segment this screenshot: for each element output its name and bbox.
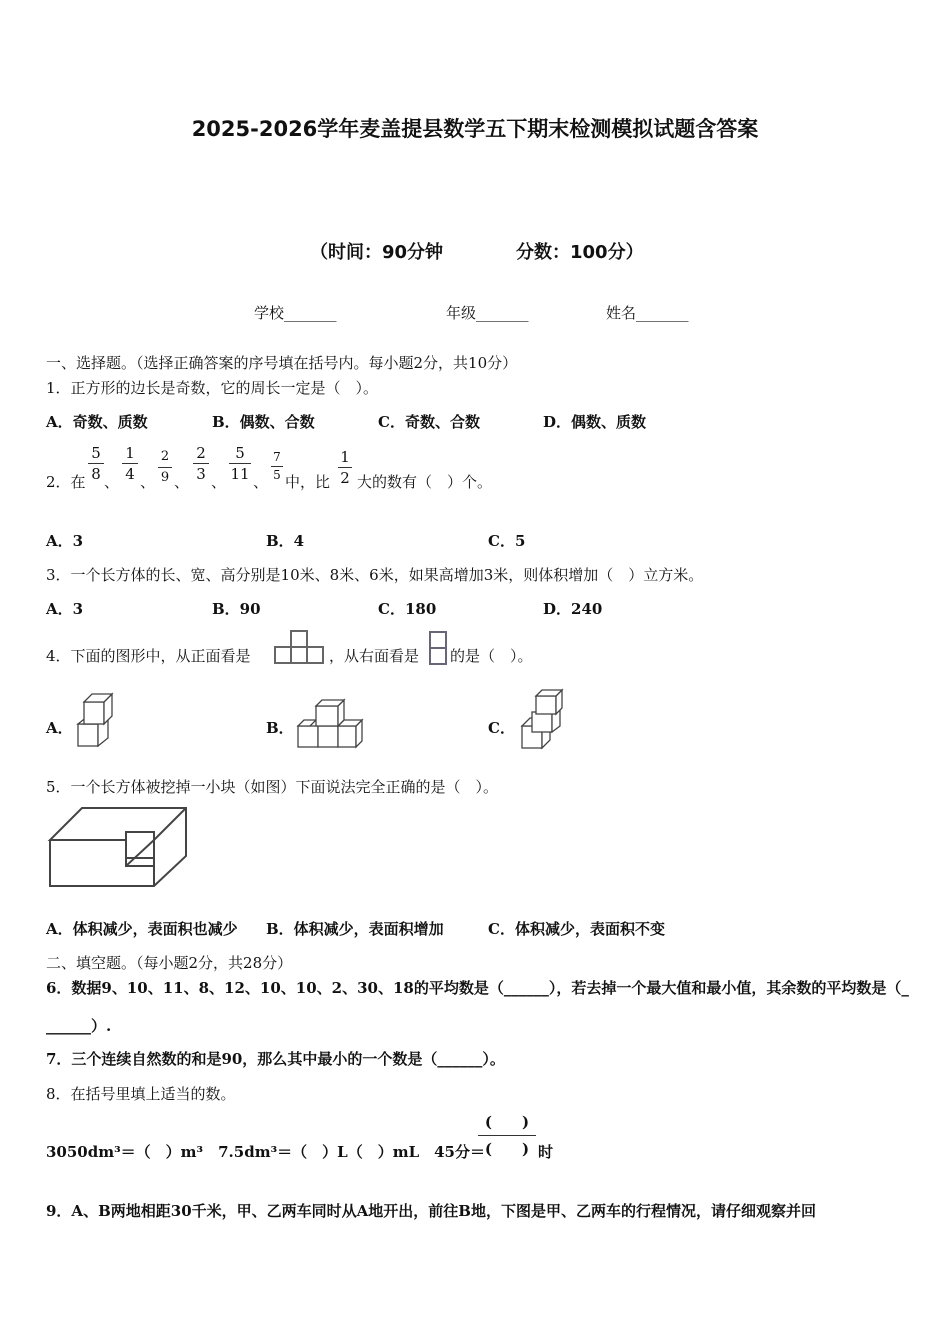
question-4-part-3: 的是（ ）。 — [450, 647, 533, 665]
q4-option-c-figure — [520, 688, 564, 752]
time-label: （时间：90分钟 — [310, 242, 444, 263]
score-label: 分数：100分） — [516, 242, 644, 263]
q4-option-a: A． — [46, 719, 73, 737]
q5-option-b: B．体积减少，表面积增加 — [266, 920, 444, 938]
q2-fraction-2: 1 4 — [122, 444, 138, 483]
page-title: 2025-2026学年麦盖提县数学五下期末检测模拟试题含答案 — [191, 117, 759, 141]
question-6-line-2: ______）. — [46, 1017, 112, 1035]
q2-option-b: B．4 — [266, 532, 305, 550]
question-1: 1．正方形的边长是奇数，它的周长一定是（ ）。 — [46, 379, 379, 397]
q2-option-c: C．5 — [488, 532, 526, 550]
q5-option-c: C．体积减少，表面积不变 — [488, 920, 665, 938]
q2-option-a: A．3 — [46, 532, 84, 550]
q1-option-b: B．偶数、合数 — [212, 413, 315, 431]
q2-fraction-1: 5 8 — [88, 444, 104, 483]
section-2-heading: 二、填空题。（每小题2分，共28分） — [46, 954, 293, 972]
q3-option-c: C．180 — [378, 600, 437, 618]
q1-option-c: C．奇数、合数 — [378, 413, 480, 431]
question-3: 3．一个长方体的长、宽、高分别是10米、8米、6米，如果高增加3米，则体积增加（ ）立方米。 — [46, 566, 704, 584]
question-4-part-2: ，从右面看是 — [329, 647, 420, 665]
question-7: 7．三个连续自然数的和是90，那么其中最小的一个数是（______）。 — [46, 1050, 505, 1068]
q4-option-b-figure — [296, 700, 364, 750]
q2-reference-fraction: 1 2 — [338, 448, 352, 487]
q2-suffix: 大的数有（ ）个。 — [357, 473, 493, 491]
q3-option-a: A．3 — [46, 600, 84, 618]
q3-option-b: B．90 — [212, 600, 261, 618]
q2-fraction-5: 5 11 — [230, 444, 250, 483]
question-6-line-1: 6．数据9、10、11、8、12、10、10、2、30、18的平均数是（______），若去掉一个最大值和最小值，其余数的平均数是（_ — [46, 979, 909, 997]
name-field: 姓名_______ — [606, 304, 689, 322]
grade-field: 年级_______ — [446, 304, 529, 322]
q8-unit: 时 — [538, 1143, 554, 1161]
question-8: 8．在括号里填上适当的数。 — [46, 1085, 236, 1103]
cuboid-cut-figure — [48, 806, 188, 888]
question-9: 9．A、B两地相距30千米，甲、乙两车同时从A地开出，前往B地，下图是甲、乙两车的行程情况，请仔细观察并回 — [46, 1202, 816, 1220]
q2-fraction-4: 2 3 — [193, 444, 209, 483]
q4-option-c: C． — [488, 719, 515, 737]
q2-prefix: 2．在 — [46, 473, 86, 491]
q8-equation: 3050dm³＝（ ）m³ 7.5dm³＝（ ）L（ ）mL 45分＝ — [46, 1143, 485, 1161]
question-5: 5．一个长方体被挖掉一小块（如图）下面说法完全正确的是（ ）。 — [46, 778, 499, 796]
right-view-figure — [429, 631, 449, 667]
school-field: 学校_______ — [254, 304, 337, 322]
q4-option-a-figure — [76, 692, 116, 750]
front-view-figure — [274, 630, 326, 664]
q5-option-a: A．体积减少，表面积也减少 — [46, 920, 238, 938]
question-4-part-1: 4．下面的图形中，从正面看是 — [46, 647, 251, 665]
q2-fraction-3: 2 9 — [158, 448, 172, 487]
section-1-heading: 一、选择题。（选择正确答案的序号填在括号内。每小题2分，共10分） — [46, 354, 518, 372]
q1-option-a: A．奇数、质数 — [46, 413, 148, 431]
q3-option-d: D．240 — [543, 600, 603, 618]
q2-fraction-6: 7 5 — [271, 450, 283, 483]
q4-option-b: B． — [266, 719, 294, 737]
q1-option-d: D．偶数、质数 — [543, 413, 647, 431]
q8-fraction: ( ) ( ) — [478, 1110, 536, 1161]
